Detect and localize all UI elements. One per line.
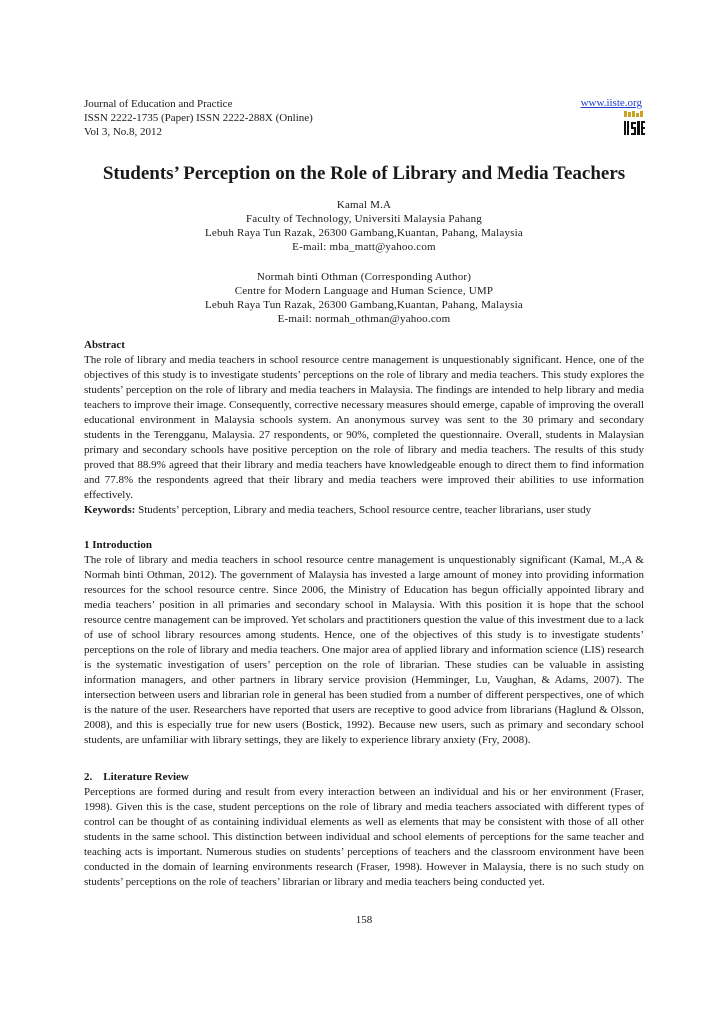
iiste-logo	[623, 110, 645, 136]
paper-title: Students’ Perception on the Role of Library and Media Teachers	[102, 163, 626, 184]
literature-review-section	[84, 770, 644, 890]
journal-name: Journal of Education and Practice	[84, 98, 233, 110]
introduction-body: The role of library and media teachers in school resource centre management is unquestionably significant (Kamal, M.,A & Normah binti Othman, 2012). The government of Malaysia has invested a large amount of money into providing information resources for the school resource centre. Since 2006, the Ministry of Education has begun officially appointed library and media teachers’ position in all primaries and secondary school in Malaysia. With this position it is hope that the school resource centre management can be improved. Yet scholars and practitioners question the value of this investment due to a lack of use of school library resources among students. Hence, one of the objectives of this study is to investigate students’ perceptions on the role of library and media teachers. One major area of applied library and information science (LIS) research is the systematic investigation of users’ perception on the role of librarian. These studies can be valuable in assisting information managers, and other partners in library service provision (Hemminger, Lu, Vaughan, & Adams, 2007). The intersection between users and librarian role in general has been studied from a number of different perspectives, one of which is the nature of the user. Researchers have reported that users are receptive to good advice from librarians (Haglund & Olsson, 2008), and this is especially true for new users (Bostick, 1992). Because new users, such as primary and secondary school students, are unfamiliar with library settings, they are likely to experience library anxiety (Fry, 2008).	[84, 554, 644, 746]
author1-affiliation: Faculty of Technology, Universiti Malaysia Pahang	[245, 213, 482, 225]
author1-name: Kamal M.A	[336, 199, 392, 211]
keywords-label: Keywords:	[84, 504, 136, 516]
issn-line: ISSN 2222-1735 (Paper) ISSN 2222-288X (Online)	[84, 112, 313, 124]
journal-url-link[interactable]: www.iiste.org	[580, 97, 642, 109]
author2-email: E-mail: normah_othman@yahoo.com	[277, 313, 451, 325]
page-number: 158	[355, 914, 373, 926]
keywords-line	[84, 503, 644, 518]
author2-name: Normah binti Othman (Corresponding Author)	[256, 271, 472, 283]
introduction-heading: 1 Introduction	[84, 539, 152, 551]
introduction-section	[84, 538, 644, 748]
abstract-body: The role of library and media teachers in school resource centre management is unquestionably significant. Hence, one of the objectives of this study is to investigate students’ perceptions on the role of library and media teachers. This study explores the students’ perception on the role of library and media teachers in Malaysia. The findings are intended to help library and media teachers to improve their image. Consequently, corrective necessary measures should emerge, capable of improving the overall educational environment in Malaysia schools system. An anonymous survey was sent to the 30 primary and secondary students in the Terengganu, Malaysia. 27 respondents, or 90%, completed the questionnaire. Overall, students in Malaysian primary and secondary schools have positive perception on the role of library and media teachers. The results of this study proved that 88.9% agreed that their library and media teachers have knowledgeable enough to direct them to find information and 77.8% the respondents agreed that their library and media teachers were improved their abilities to use information effectively.	[84, 354, 644, 501]
literature-review-body: Perceptions are formed during and result from every interaction between an individual and his or her environment (Fraser, 1998). Given this is the case, student perceptions on the role of library and media teachers associated with different types of control can be thought of as containing individual elements as well as elements that may be consistent with those of all other students in the same school. This distinction between individual and school elements of perceptions for the same teacher and teaching acts is important. Numerous studies on students’ perceptions of teachers and the classroom environment have been conducted in the domain of learning environments research (Fraser, 1998). However in Malaysia, there is no such study on students’ perceptions on the role of teachers’ librarian or library and media teachers being conducted yet.	[84, 786, 644, 888]
author2-address: Lebuh Raya Tun Razak, 26300 Gambang,Kuantan, Pahang, Malaysia	[204, 299, 523, 311]
author1-email: E-mail: mba_matt@yahoo.com	[292, 241, 436, 253]
abstract-heading: Abstract	[84, 339, 125, 351]
abstract-section	[84, 338, 644, 518]
author1-address: Lebuh Raya Tun Razak, 26300 Gambang,Kuantan, Pahang, Malaysia	[204, 227, 523, 239]
volume-line: Vol 3, No.8, 2012	[84, 126, 163, 138]
literature-review-heading: 2. Literature Review	[84, 771, 189, 783]
author2-affiliation: Centre for Modern Language and Human Science, UMP	[234, 285, 494, 297]
keywords-text: Students’ perception, Library and media teachers, School resource centre, teacher librarians, user study	[135, 504, 592, 516]
